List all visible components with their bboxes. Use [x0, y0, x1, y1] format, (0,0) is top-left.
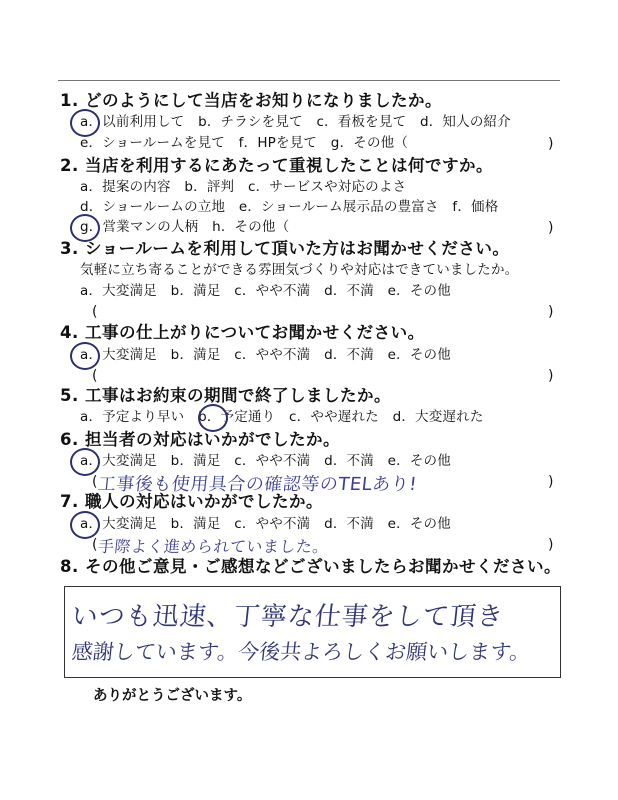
question-2-options-line1: a．提案の内容 b．評判 c．サービスや対応のよさ	[80, 179, 407, 195]
question-1-options-line2: e．ショールームを見て f．HPを見て g．その他（	[80, 135, 409, 151]
question-7-title: 7. 職人の対応はいかがでしたか。	[60, 492, 323, 511]
question-1-title: 1. どのようにして当店をお知りになりましたか。	[60, 91, 442, 110]
question-1-options-line1: a．以前利用して b．チラシを見て c．看板を見て d．知人の紹介	[80, 114, 511, 130]
question-3-open-paren: (	[92, 304, 98, 320]
top-divider	[58, 80, 560, 81]
question-3-close-paren: )	[548, 304, 554, 320]
question-3-options: a．大変満足 b．満足 c．やや不満 d．不満 e．その他	[80, 283, 451, 299]
question-4-options: a．大変満足 b．満足 c．やや不満 d．不満 e．その他	[80, 347, 451, 363]
question-7-close-paren: )	[548, 537, 554, 553]
question-4-close-paren: )	[548, 368, 554, 384]
question-6-close-paren: )	[548, 474, 554, 490]
question-6-handwritten-answer: 工事後も使用具合の確認等のTELあり!	[96, 474, 419, 495]
question-2-title: 2. 当店を利用するにあたって重視したことは何ですか。	[60, 156, 493, 175]
question-4-title: 4. 工事の仕上がりについてお聞かせください。	[60, 323, 425, 342]
question-6-open-paren: (	[92, 474, 98, 490]
comment-handwritten-line1: いつも迅速、丁寧な仕事をして頂き	[70, 602, 506, 632]
answer-circle-q6-a	[70, 448, 100, 476]
answer-circle-q2-g	[70, 214, 100, 242]
answer-circle-q7-a	[70, 511, 100, 539]
question-2-close-paren: )	[548, 220, 554, 236]
question-7-handwritten-answer: 手際よく進められていました。	[96, 537, 330, 556]
question-2-options-line3: g．営業マンの人柄 h．その他（	[80, 219, 290, 235]
answer-circle-q1-a	[70, 109, 100, 137]
question-1-close-paren: )	[548, 136, 554, 152]
answer-circle-q4-a	[70, 342, 100, 370]
question-3-title: 3. ショールームを利用して頂いた方はお聞かせください。	[60, 239, 510, 258]
comment-handwritten-line2: 感謝しています。今後共よろしくお願いします。	[70, 640, 532, 664]
question-5-options: a．予定より早い b．予定通り c．やや遅れた d．大変遅れた	[80, 409, 484, 425]
question-4-open-paren: (	[92, 368, 98, 384]
question-2-options-line2: d．ショールームの立地 e．ショールーム展示品の豊富さ f．価格	[80, 199, 499, 215]
question-7-open-paren: (	[92, 537, 98, 553]
question-8-title: 8. その他ご意見・ご感想などございましたらお聞かせください。	[60, 557, 561, 576]
question-6-options: a．大変満足 b．満足 c．やや不満 d．不満 e．その他	[80, 453, 451, 469]
question-3-subtitle: 気軽に立ち寄ることができる雰囲気づくりや対応はできていましたか。	[80, 262, 519, 278]
question-5-title: 5. 工事はお約束の期間で終了しましたか。	[60, 386, 391, 405]
thank-you-footer: ありがとうございます。	[93, 688, 252, 704]
question-7-options: a．大変満足 b．満足 c．やや不満 d．不満 e．その他	[80, 516, 451, 532]
question-6-title: 6. 担当者の対応はいかがでしたか。	[60, 430, 340, 449]
answer-circle-q5-b	[198, 404, 228, 432]
